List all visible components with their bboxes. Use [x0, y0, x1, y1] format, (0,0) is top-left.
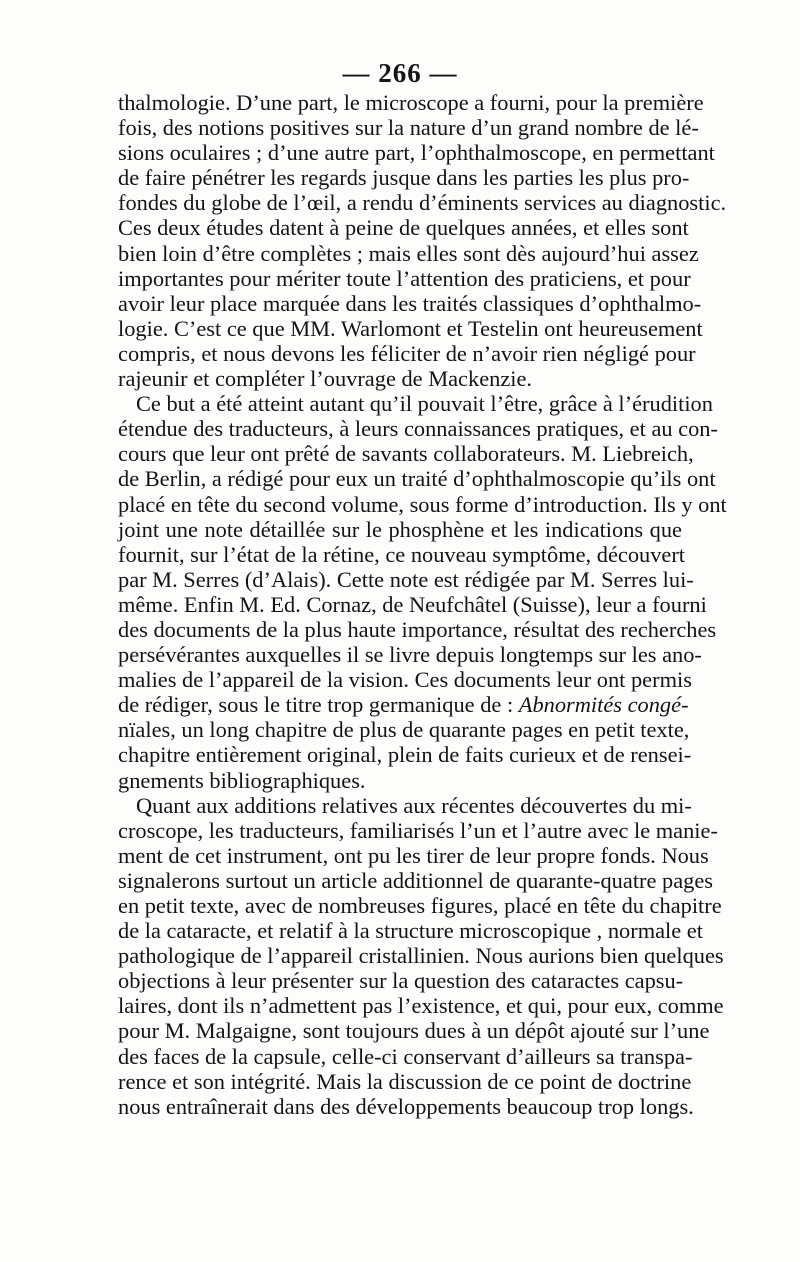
text-line: cours que leur ont prêté de savants collaborateurs. M. Liebreich,: [118, 441, 694, 467]
text-line: Quant aux additions relatives aux récentes découvertes du mi-: [136, 792, 692, 818]
text-line: même. Enfin M. Ed. Cornaz, de Neufchâtel (Suisse), leur a fourni: [118, 591, 707, 617]
text-segment: de rédiger, sous le titre trop germanique de :: [118, 692, 519, 718]
text-line: sions oculaires ; d’une autre part, l’ophthalmoscope, en permettant: [118, 140, 715, 166]
text-line: des documents de la plus haute importance, résultat des recherches: [118, 616, 717, 642]
text-line: joint une note détaillée sur le phosphène et les indications que: [118, 516, 682, 542]
text-line: [118, 692, 689, 718]
text-line: pour M. Malgaigne, sont toujours dues à un dépôt ajouté sur l’une: [118, 1018, 710, 1044]
text-line: thalmologie. D’une part, le microscope a fourni, pour la première: [118, 90, 704, 115]
page-number: — 266 —: [342, 58, 458, 88]
text-line: nous entraînerait dans des développements beaucoup trop longs.: [118, 1093, 694, 1119]
text-line: de Berlin, a rédigé pour eux un traité d’ophthalmoscopie qu’ils ont: [118, 466, 716, 492]
text-line: de la cataracte, et relatif à la structure microscopique , normale et: [118, 918, 703, 944]
text-line: malies de l’appareil de la vision. Ces documents leur ont permis: [118, 667, 692, 693]
text-line: Ce but a été atteint autant qu’il pouvait l’être, grâce à l’érudition: [136, 391, 713, 417]
text-line: rajeunir et compléter l’ouvrage de Mackenzie.: [118, 366, 533, 392]
text-line: nïales, un long chapitre de plus de quarante pages en petit texte,: [118, 717, 690, 743]
text-line: placé en tête du second volume, sous forme d’introduction. Ils y ont: [118, 491, 727, 517]
text-line: signalerons surtout un article additionnel de quarante-quatre pages: [118, 867, 714, 893]
text-line: étendue des traducteurs, à leurs connaissances pratiques, et au con-: [118, 416, 718, 442]
text-line: de faire pénétrer les regards jusque dans les parties les plus pro-: [118, 165, 690, 191]
text-line: persévérantes auxquelles il se livre depuis longtemps sur les ano-: [118, 642, 702, 668]
text-line: fois, des notions positives sur la nature d’un grand nombre de lé-: [118, 115, 699, 141]
text-line: gnements bibliographiques.: [118, 767, 366, 793]
text-line: Ces deux études datent à peine de quelques années, et elles sont: [118, 215, 689, 241]
text-line: croscope, les traducteurs, familiarisés l’un et l’autre avec le manie-: [118, 817, 718, 843]
text-line: ment de cet instrument, ont pu les tirer de leur propre fonds. Nous: [118, 842, 709, 868]
text-line: rence et son intégrité. Mais la discussion de ce point de doctrine: [118, 1068, 692, 1094]
text-line: des faces de la capsule, celle-ci conservant d’ailleurs sa transpa-: [118, 1043, 693, 1069]
text-line: logie. C’est ce que MM. Warlomont et Testelin ont heureusement: [118, 315, 703, 341]
text-line: objections à leur présenter sur la question des cataractes capsu-: [118, 968, 684, 994]
text-line: avoir leur place marquée dans les traités classiques d’ophthalmo-: [118, 290, 702, 316]
text-line: en petit texte, avec de nombreuses figures, placé en tête du chapitre: [118, 893, 722, 918]
text-line: bien loin d’être complètes ; mais elles sont dès aujourd’hui assez: [118, 240, 699, 266]
text-line: pathologique de l’appareil cristallinien. Nous aurions bien quelques: [118, 943, 724, 969]
italic-title: Abnormités congé-: [518, 692, 689, 718]
text-line: fondes du globe de l’œil, a rendu d’éminents services au diagnostic.: [118, 190, 727, 216]
text-line: fournit, sur l’état de la rétine, ce nouveau symptôme, découvert: [118, 541, 686, 567]
text-line: par M. Serres (d’Alais). Cette note est rédigée par M. Serres lui-: [118, 566, 694, 592]
text-line: laires, dont ils n’admettent pas l’existence, et qui, pour eux, comme: [118, 993, 724, 1019]
text-line: importantes pour mériter toute l’attention des praticiens, et pour: [118, 265, 691, 291]
text-line: chapitre entièrement original, plein de faits curieux et de rensei-: [118, 742, 692, 768]
body-text: [118, 90, 727, 1119]
text-line: compris, et nous devons les féliciter de n’avoir rien négligé pour: [118, 340, 696, 366]
